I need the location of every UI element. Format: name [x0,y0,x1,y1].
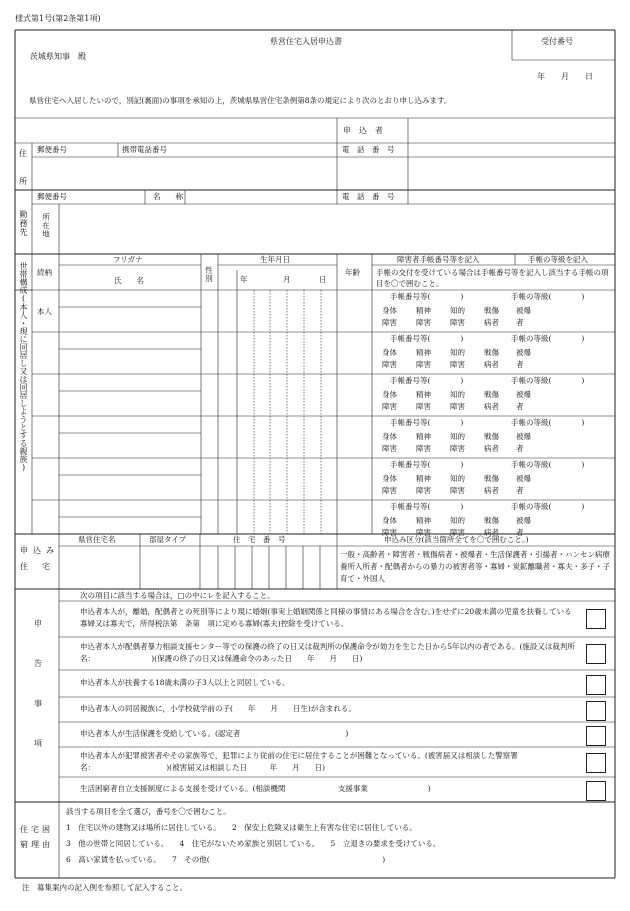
workplace-location-label: 所在地 [41,213,51,239]
disability-number-field[interactable]: 手帳番号等( ) [390,418,464,427]
disability-category-cat5[interactable]: 被爆者 [516,306,531,327]
form-number: 様式第1号(第2条第1項) [15,14,101,23]
member-age-field[interactable] [339,375,371,415]
disability-category-cat5[interactable]: 被爆者 [516,348,531,369]
declaration-label-3: 事 [34,699,42,708]
room-type-header: 部屋タイプ [149,535,187,544]
declaration-item-4: 申込者本人の同居親族に，小学校就学前の子( 年 月 日生)が含まれる。 [80,704,356,713]
member-age-field[interactable] [339,459,371,499]
declaration-checkbox-1[interactable] [586,609,606,629]
disability-grade-field[interactable]: 手帳の等級( ) [511,292,585,301]
disability-category-cat1[interactable]: 身体障害 [382,390,397,411]
disability-category-cat2[interactable]: 精神障害 [416,348,431,369]
declaration-item-7: 生活困窮者自立支援制度による支援を受けている。(相談機関 支援事業 ) [80,784,431,793]
disability-number-header: 障害者手帳番号等を記入 [397,255,480,264]
disability-grade-field[interactable]: 手帳の等級( ) [511,460,585,469]
household-label: 世帯構成(本人・現に同居し又は同居しようとする親族) [19,262,28,472]
workplace-postal-label: 郵便番号 [37,192,67,201]
disability-grade-header: 手帳の等級を記入 [528,255,588,264]
declaration-checkbox-7[interactable] [586,781,606,801]
disability-number-field[interactable]: 手帳番号等( ) [390,292,464,301]
disability-number-field[interactable]: 手帳番号等( ) [390,334,464,343]
disability-category-cat4[interactable]: 戦傷病者 [484,348,499,369]
receipt-number-label: 受付番号 [541,37,573,46]
disability-category-cat3[interactable]: 知的障害 [450,432,465,453]
member-name-field[interactable] [61,291,199,331]
housing-name-field[interactable] [61,548,138,588]
name-header: 氏 名 [114,276,144,285]
age-header: 年齢 [345,268,360,277]
reason-label-line2: 窮理由 [20,840,53,849]
application-date[interactable]: 年 月 日 [537,72,593,81]
address-label-bottom: 所 [19,177,27,186]
dob-day-header: 日 [319,275,327,284]
disability-category-cat5[interactable]: 被爆者 [516,432,531,453]
footer-note: 注 募集案内の記入例を参照して記入すること。 [22,883,187,892]
disability-category-cat4[interactable]: 戦傷病者 [484,516,499,537]
dob-year-header: 年 [240,275,248,284]
disability-category-cat1[interactable]: 身体障害 [382,306,397,327]
member-name-field[interactable] [61,375,199,415]
housing-name-header: 県営住宅名 [78,535,116,544]
address-postal-label: 郵便番号 [37,145,67,154]
housing-label-line1: 申込み [20,546,59,555]
disability-category-cat3[interactable]: 知的障害 [450,306,465,327]
member-age-field[interactable] [339,291,371,331]
applicant-name-field[interactable] [410,120,613,142]
declaration-checkbox-2[interactable] [586,644,606,664]
declaration-item-6: 申込者本人が犯罪被害者やその家族等で，犯罪により従前の住宅に居住することが困難となっている。(被害届又は相談した警察署名： )(被害届又は相談した日 年 月 日) [80,751,518,772]
disability-category-cat2[interactable]: 精神障害 [416,474,431,495]
reason-instruction: 該当する項目を全て選び，番号を〇で囲むこと。 [66,807,231,816]
disability-category-cat3[interactable]: 知的障害 [450,516,465,537]
disability-category-cat1[interactable]: 身体障害 [382,516,397,537]
form-title: 県営住宅入居申込書 [270,37,342,46]
member-name-field[interactable] [61,333,199,373]
furigana-header: フリガナ [113,255,143,264]
category-options[interactable]: 一般・高齢者・障害者・戦傷病者・被爆者・生活保護者・引揚者・ハンセン病療養所入所者・配偶者からの暴力の被害者等・寡婦・炭鉱離職者・寡夫・多子・子育て・外国人 [340,550,610,583]
disability-category-cat2[interactable]: 精神障害 [416,390,431,411]
dob-month-header: 月 [283,275,291,284]
disability-category-cat4[interactable]: 戦傷病者 [484,306,499,327]
disability-category-cat3[interactable]: 知的障害 [450,390,465,411]
room-type-field[interactable] [142,548,198,588]
declaration-label-4: 項 [34,739,42,748]
member-age-field[interactable] [339,333,371,373]
disability-grade-field[interactable]: 手帳の等級( ) [511,334,585,343]
member-age-field[interactable] [339,501,371,541]
reason-options-line3[interactable]: 6 高い家賃を払っている。 7 その他( ) [66,855,386,864]
reason-options-line2[interactable]: 3 他の世帯と同居している。 4 住宅がないため家族と別居している。 5 立退きの要求を受けている。 [66,839,441,848]
house-number-header: 住 宅 番 号 [233,535,286,544]
disability-category-cat5[interactable]: 被爆者 [516,516,531,537]
member-age-field[interactable] [339,417,371,457]
disability-number-field[interactable]: 手帳番号等( ) [390,376,464,385]
address-field[interactable] [34,159,613,189]
category-header: 申込み区分(該当箇所全てを〇で囲むこと。) [384,535,529,544]
housing-label-line2: 住宅 [20,562,64,571]
member-name-field[interactable] [61,417,199,457]
disability-category-cat3[interactable]: 知的障害 [450,348,465,369]
disability-number-field[interactable]: 手帳番号等( ) [390,460,464,469]
disability-category-cat2[interactable]: 精神障害 [416,432,431,453]
disability-category-cat1[interactable]: 身体障害 [382,432,397,453]
reason-label-line1: 住宅困 [20,825,53,834]
declaration-item-3: 申込者本人が扶養する18歳未満の子3人以上と同居している。 [80,678,290,687]
workplace-phone-label: 電 話 番 号 [342,192,395,201]
workplace-address-field[interactable] [61,206,613,252]
declaration-item-5: 申込者本人が生活保護を受給している。(認定者 ) [80,729,349,738]
gender-header: 性別 [204,266,214,283]
declaration-checkbox-6[interactable] [586,753,606,773]
disability-grade-field[interactable]: 手帳の等級( ) [511,418,585,427]
declaration-item-1: 申込者本人が，離婚，配偶者との死別等により現に婚姻(事実上婚姻関係と同様の事情にある場合を含む。)をせずに20歳未満の児童を扶養している寡婦又は寡夫で，所得税法第 条第 項に定める寡婦(寡夫)控除を受けている。 [80,607,572,628]
disability-number-field[interactable]: 手帳番号等( ) [390,502,464,511]
self-relation: 本人 [37,307,52,316]
disability-category-cat5[interactable]: 被爆者 [516,390,531,411]
declaration-label-1: 申 [34,619,42,628]
workplace-label: 勤務先 [19,210,28,237]
disability-category-cat4[interactable]: 戦傷病者 [484,432,499,453]
disability-category-cat2[interactable]: 精神障害 [416,306,431,327]
relation-header: 続柄 [37,268,52,277]
declaration-checkbox-4[interactable] [586,701,606,721]
address-phone-label: 電 話 番 号 [342,145,395,154]
disability-category-cat5[interactable]: 被爆者 [516,474,531,495]
addressee: 茨城県知事 殿 [30,52,86,61]
disability-category-cat1[interactable]: 身体障害 [382,474,397,495]
applicant-label: 申 込 者 [343,126,383,135]
disability-note: 手帳の交付を受けている場合は手帳番号等を記入し該当する手帳の項目を〇で囲むこと。 [376,268,609,288]
disability-category-cat1[interactable]: 身体障害 [382,348,397,369]
workplace-name-label: 名 称 [153,192,183,201]
declaration-checkbox-5[interactable] [586,726,606,746]
dob-header: 生年月日 [260,255,290,264]
declaration-checkbox-3[interactable] [586,675,606,695]
address-label-top: 住 [19,149,27,158]
address-mobile-label: 携帯電話番号 [122,145,167,154]
member-name-field[interactable] [61,459,199,499]
disability-grade-field[interactable]: 手帳の等級( ) [511,376,585,385]
disability-category-cat4[interactable]: 戦傷病者 [484,474,499,495]
disability-category-cat2[interactable]: 精神障害 [416,516,431,537]
declaration-label-2: 告 [34,659,42,668]
intro-text: 県営住宅へ入居したいので，別記(裏面)の事項を承知の上，茨城県県営住宅条例第8条の規定により次のとおり申し込みます。 [29,96,452,105]
disability-category-cat3[interactable]: 知的障害 [450,474,465,495]
disability-category-cat4[interactable]: 戦傷病者 [484,390,499,411]
disability-grade-field[interactable]: 手帳の等級( ) [511,502,585,511]
declaration-instruction: 次の項目に該当する場合は，□の中にレを記入すること。 [80,591,275,600]
reason-options-line1[interactable]: 1 住宅以外の建物又は場所に居住している。 2 保安上危険又は衛生上有害な住宅に居住している。 [66,823,417,832]
declaration-item-2: 申込者本人が配偶者暴力相談支援センター等での保護の終了の日又は裁判所の保護命令が効力を生じた日から5年以内の者である。(施設又は裁判所名： )(保護の終了の日又は保護命令のあった日 年 月 日) [80,642,575,663]
